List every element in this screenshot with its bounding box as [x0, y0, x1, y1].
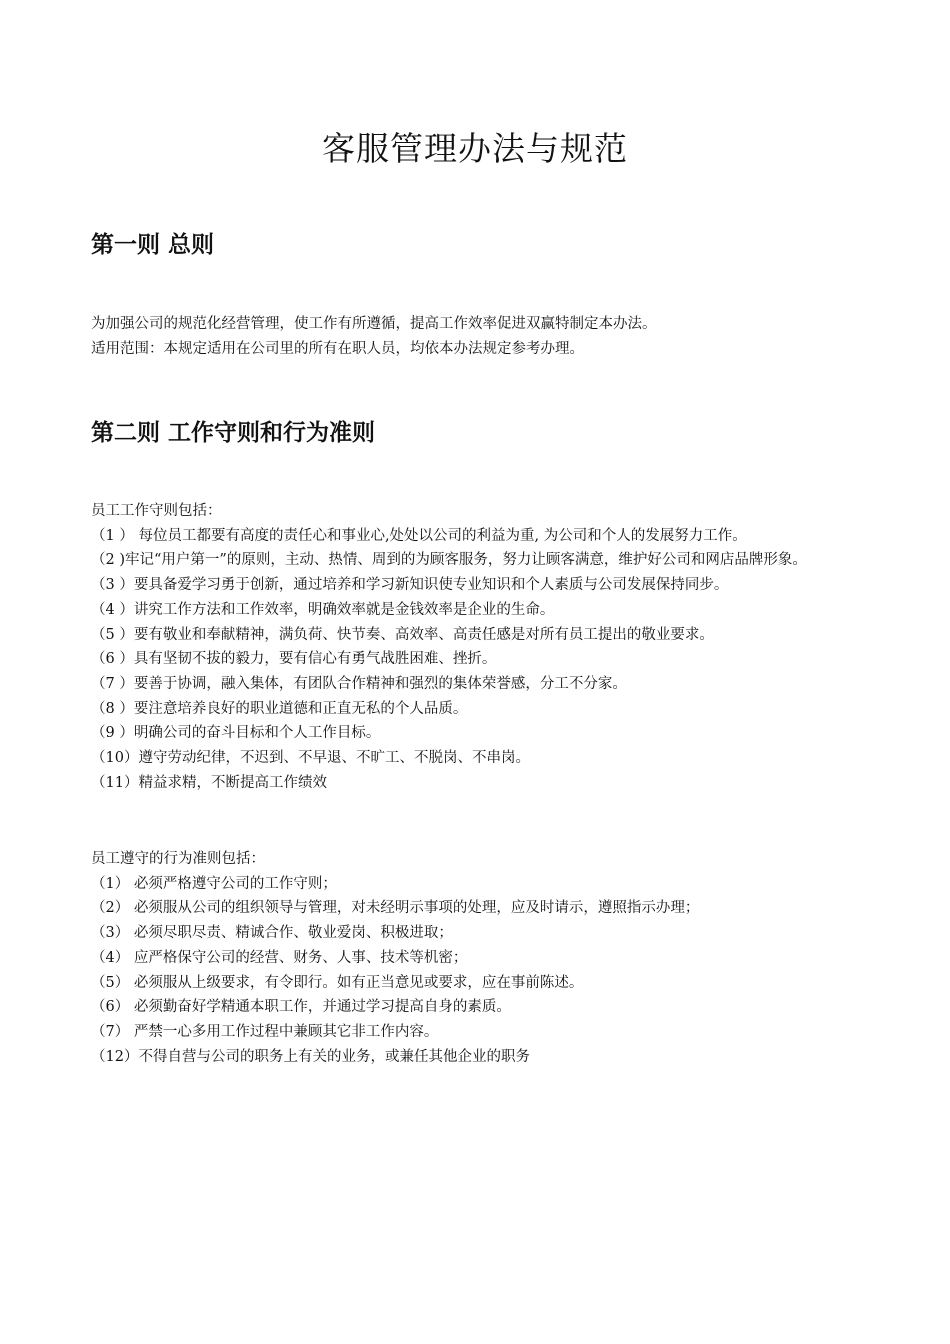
list-item: （7 ）要善于协调，融入集体，有团队合作精神和强烈的集体荣誉感，分工不分家。 — [91, 675, 627, 692]
list-item: （9 ）明确公司的奋斗目标和个人工作目标。 — [91, 725, 381, 742]
work-rules-intro: 员工工作守则包括： — [91, 503, 222, 519]
list-item: （6 ）具有坚韧不拔的毅力，要有信心有勇气战胜困难、挫折。 — [91, 651, 497, 668]
list-item: （4 ）讲究工作方法和工作效率，明确效率就是金钱效率是企业的生命。 — [91, 601, 555, 618]
list-item: （2） 必须服从公司的组织领导与管理，对未经明示事项的处理，应及时请示，遵照指示办理； — [91, 900, 700, 917]
list-item: （1 ） 每位员工都要有高度的责任心和事业心,处处以公司的利益为重, 为公司和个人的发展努力工作。 — [91, 527, 747, 544]
work-rules-list — [91, 499, 861, 795]
list-item: （5 ）要有敬业和奉献精神，满负荷、快节奏、高效率、高责任感是对所有员工提出的敬业要求。 — [91, 626, 714, 643]
section-general-body — [91, 312, 861, 361]
section-heading-rules: 第二则 工作守则和行为准则 — [91, 420, 376, 446]
list-item: （3 ）要具备爱学习勇于创新，通过培养和学习新知识使专业知识和个人素质与公司发展保持同步。 — [91, 577, 729, 594]
list-item: （3） 必须尽职尽责、精诚合作、敬业爱岗、积极进取； — [91, 925, 453, 942]
list-item: （8 ）要注意培养良好的职业道德和正直无私的个人品质。 — [91, 700, 468, 717]
list-item: （10）遵守劳动纪律，不迟到、不早退、不旷工、不脱岗、不串岗。 — [91, 750, 530, 767]
list-item: （4） 应严格保守公司的经营、财务、人事、技术等机密； — [91, 949, 468, 966]
list-item: （2 )牢记“用户第一”的原则，主动、热情、周到的为顾客服务，努力让顾客满意，维护好公司和网店品牌形象。 — [91, 552, 807, 569]
list-item: （7） 严禁一心多用工作过程中兼顾其它非工作内容。 — [91, 1023, 439, 1040]
section-heading-general: 第一则 总则 — [91, 232, 215, 258]
conduct-rules-list — [91, 847, 861, 1069]
paragraph: 为加强公司的规范化经营管理，使工作有所遵循，提高工作效率促进双赢特制定本办法。 — [91, 316, 657, 332]
list-item: （6） 必须勤奋好学精通本职工作，并通过学习提高自身的素质。 — [91, 999, 511, 1016]
paragraph: 适用范围：本规定适用在公司里的所有在职人员，均依本办法规定参考办理。 — [91, 340, 584, 357]
list-item: （5） 必须服从上级要求，有令即行。如有正当意见或要求，应在事前陈述。 — [91, 974, 584, 991]
list-item: （1） 必须严格遵守公司的工作守则； — [91, 875, 337, 892]
list-item: （11）精益求精，不断提高工作绩效 — [91, 774, 327, 791]
list-item: （12）不得自营与公司的职务上有关的业务，或兼任其他企业的职务 — [91, 1048, 530, 1065]
conduct-rules-intro: 员工遵守的行为准则包括： — [91, 851, 265, 867]
page-title: 客服管理办法与规范 — [322, 129, 628, 168]
